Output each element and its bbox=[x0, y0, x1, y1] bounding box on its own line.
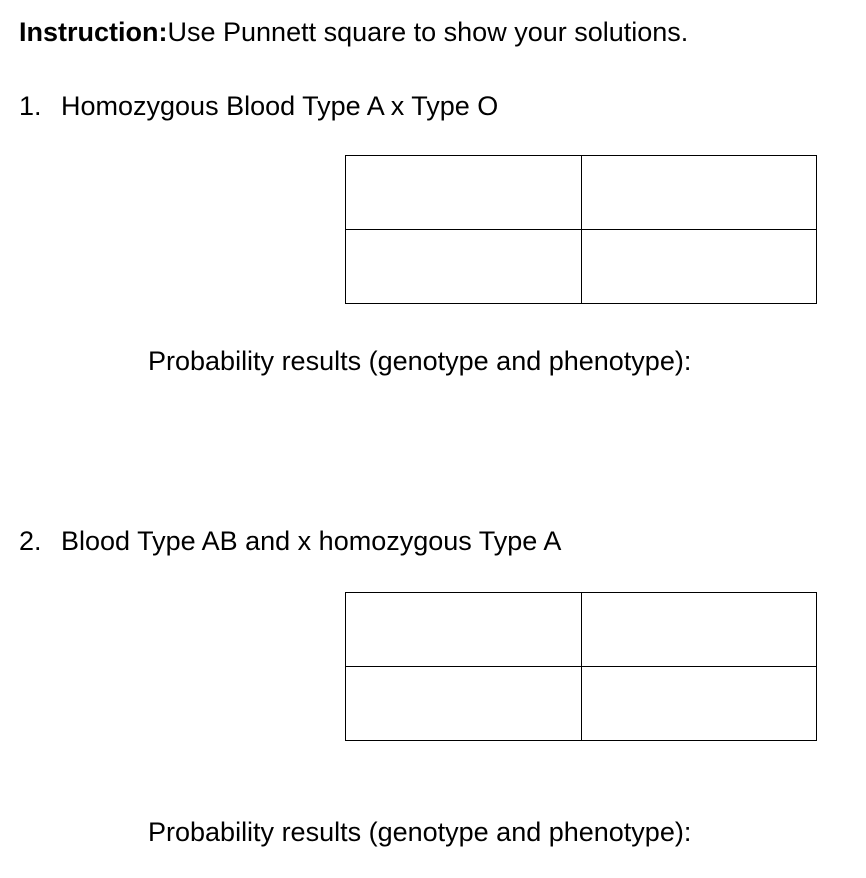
punnett-square-1-cell[interactable] bbox=[346, 156, 582, 230]
instruction-label: Instruction: bbox=[19, 17, 168, 47]
punnett-square-2-cell[interactable] bbox=[346, 667, 582, 741]
instruction bbox=[19, 16, 688, 48]
probability-label-2: Probability results (genotype and phenotype): bbox=[148, 817, 692, 847]
question-1-number: 1. bbox=[19, 91, 42, 121]
question-2-number: 2. bbox=[19, 526, 42, 556]
punnett-square-1-cell[interactable] bbox=[346, 230, 582, 304]
question-1 bbox=[19, 90, 498, 122]
punnett-square-1 bbox=[345, 155, 817, 304]
punnett-square-2 bbox=[345, 592, 817, 741]
punnett-square-2-cell[interactable] bbox=[346, 593, 582, 667]
question-2 bbox=[19, 525, 561, 557]
punnett-square-2-cell[interactable] bbox=[581, 593, 817, 667]
probability-label-1: Probability results (genotype and phenotype): bbox=[148, 346, 692, 376]
punnett-square-2-row bbox=[346, 593, 817, 667]
punnett-square-2-cell[interactable] bbox=[581, 667, 817, 741]
instruction-text: Use Punnett square to show your solutions. bbox=[167, 17, 689, 47]
punnett-square-1-cell[interactable] bbox=[581, 230, 817, 304]
punnett-square-1-row bbox=[346, 156, 817, 230]
question-2-text: Blood Type AB and x homozygous Type A bbox=[61, 526, 562, 556]
question-1-text: Homozygous Blood Type A x Type O bbox=[61, 91, 499, 121]
punnett-square-1-cell[interactable] bbox=[581, 156, 817, 230]
punnett-square-1-row bbox=[346, 230, 817, 304]
punnett-square-2-row bbox=[346, 667, 817, 741]
